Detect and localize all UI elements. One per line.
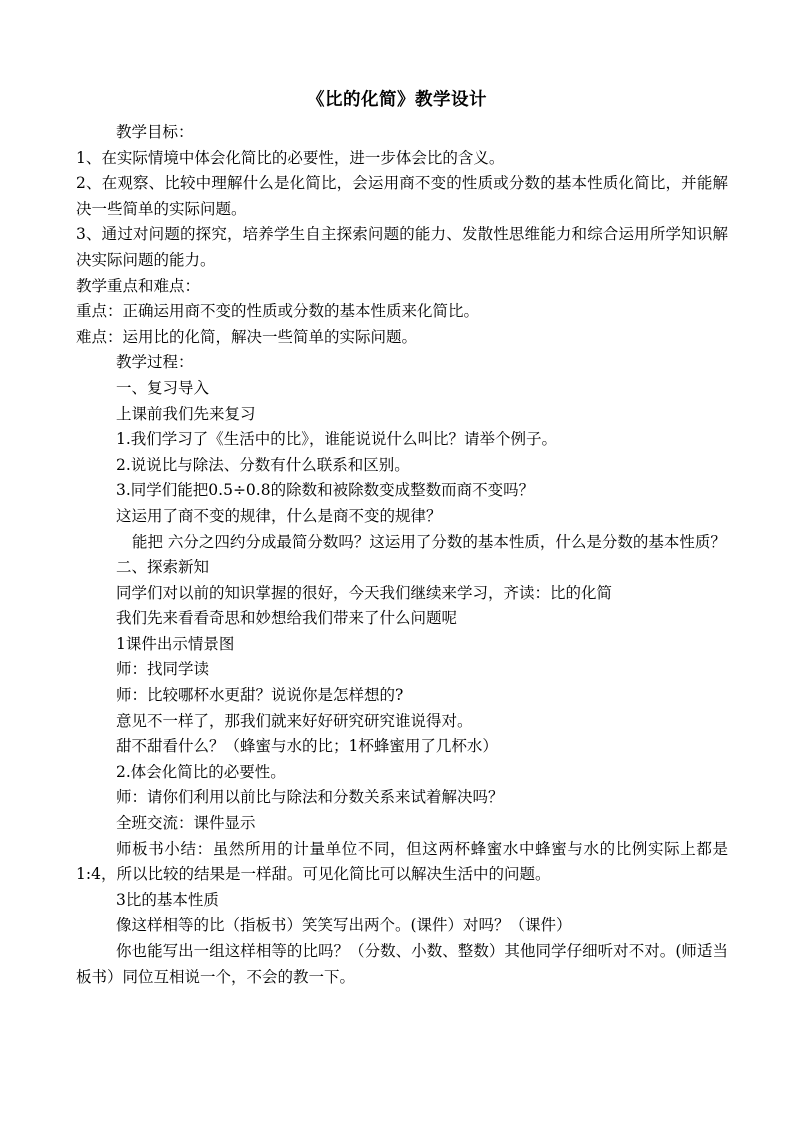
paragraph: 你也能写出一组这样相等的比吗？（分数、小数、整数）其他同学仔细听对不对。(师适当板书）同位互相说一个，不会的教一下。 — [76, 942, 728, 986]
paragraph: 难点：运用比的化简，解决一些简单的实际问题。 — [76, 327, 418, 346]
paragraph: 教学重点和难点： — [76, 276, 201, 295]
paragraph: 师板书小结：虽然所用的计量单位不同，但这两杯蜂蜜水中蜂蜜与水的比例实际上都是1:4，所以比较的结果是一样甜。可见化简比可以解决生活中的问题。 — [76, 839, 728, 884]
paragraph: 1.我们学习了《生活中的比》，谁能说说什么叫比？请举个例子。 — [116, 430, 558, 449]
paragraph: 二、探索新知 — [116, 558, 210, 577]
paragraph: 意见不一样了，那我们就来好好研究研究谁说得对。 — [116, 711, 473, 730]
paragraph: 教学目标： — [116, 123, 194, 141]
paragraph: 这运用了商不变的规律，什么是商不变的规律？ — [116, 506, 442, 525]
document-title: 《比的化简》教学设计 — [307, 90, 487, 110]
paragraph: 2.说说比与除法、分数有什么联系和区别。 — [116, 455, 410, 474]
paragraph: 上课前我们先来复习 — [116, 404, 256, 423]
document-body — [76, 120, 728, 990]
paragraph: 3、通过对问题的探究，培养学生自主探索问题的能力、发散性思维能力和综合运用所学知识解决实际问题的能力。 — [76, 225, 728, 269]
paragraph: 全班交流：课件显示 — [116, 814, 256, 833]
paragraph: 师：请你们利用以前比与除法和分数关系来试着解决吗？ — [116, 788, 504, 807]
paragraph: 能把 六分之四约分成最简分数吗？这运用了分数的基本性质，什么是分数的基本性质？ — [132, 532, 726, 551]
paragraph: 1课件出示情景图 — [116, 634, 235, 653]
paragraph: 甜不甜看什么？（蜂蜜与水的比；1杯蜂蜜用了几杯水） — [116, 737, 498, 756]
paragraph: 我们先来看看奇思和妙想给我们带来了什么问题呢 — [116, 609, 458, 628]
paragraph: 3比的基本性质 — [116, 890, 219, 909]
paragraph: 教学过程： — [116, 353, 194, 372]
paragraph: 师：比较哪杯水更甜？说说你是怎样想的? — [116, 686, 404, 705]
paragraph: 2.体会化简比的必要性。 — [116, 762, 286, 781]
paragraph: 像这样相等的比（指板书）笑笑写出两个。(课件）对吗？（课件） — [116, 916, 572, 935]
paragraph: 师：找同学读 — [116, 660, 210, 679]
paragraph: 2、在观察、比较中理解什么是化简比，会运用商不变的性质或分数的基本性质化简比，并能解决一些简单的实际问题。 — [76, 174, 728, 218]
paragraph: 1、在实际情境中体会化简比的必要性，进一步体会比的含义。 — [76, 148, 505, 167]
paragraph: 同学们对以前的知识掌握的很好，今天我们继续来学习，齐读：比的化简 — [116, 583, 613, 602]
paragraph: 重点：正确运用商不变的性质或分数的基本性质来化简比。 — [76, 302, 480, 321]
paragraph: 3.同学们能把0.5÷0.8的除数和被除数变成整数而商不变吗？ — [116, 481, 535, 500]
paragraph: 一、复习导入 — [116, 378, 210, 397]
